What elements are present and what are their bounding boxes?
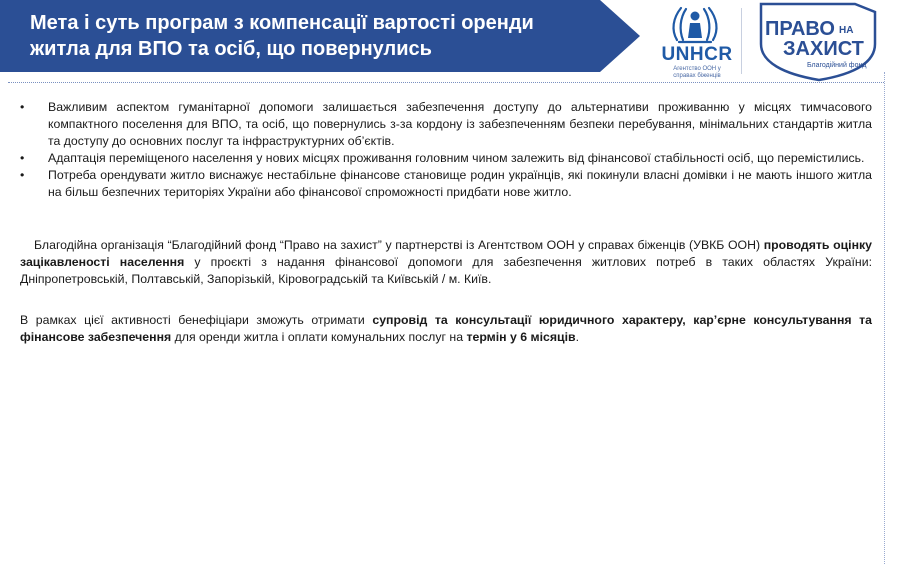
list-item: • Адаптація переміщеного населення у нових місцях проживання головним чином залежить від фінансової стабільності осіб, що перемістились. [20,150,872,167]
paragraph-text: В рамках цієї активності бенефіціари зможуть отримати [20,313,373,327]
list-item: • Потреба орендувати житло виснажує нестабільне фінансове становище родин українців, які покинули власні домівки і не мають іншого житла на більш безпечних територіях України або фінансової спроможності придбати нове житло. [20,167,872,201]
paragraph-bold: термін у 6 місяців [466,330,576,344]
pravo-na-zakhyst-logo [755,0,885,82]
benefits-paragraph [20,312,872,346]
bullet-list [20,99,872,201]
logo-divider [741,8,742,74]
unhcr-hands-icon [653,0,737,46]
paragraph-bold: супровід та консультації юридичного характеру, кар’єрне консультування та фінансове забезпечення [20,313,872,344]
paragraph-text: . [575,330,580,344]
paragraph-text: для оренди житла і оплати комунальних послуг на [171,330,467,344]
unhcr-name: UNHCR [661,44,733,65]
unhcr-logo [653,0,737,90]
right-border [884,72,885,564]
paragraph-text: у проєкті з надання фінансової допомоги для забезпечення житлових потреб в таких областях України: Дніпропетровській, Полтавській, Запорізькій, Кіровоградській та Київській / м. Київ. [20,255,873,286]
content-body [20,99,872,346]
pravo-line1: ПРАВО [765,18,835,40]
list-item: • Важливим аспектом гуманітарної допомоги залишається забезпечення доступу до альтернативи проживанню у місцях тимчасового компактного поселення для ВПО, та осіб, що повернулись з-за кордону із забезпеченням безпеки перебування, мінімальних стандартів житла та доступу до основних послуг та інфраструктурних об’єктів. [20,99,872,150]
pravo-na: НА [839,25,854,36]
unhcr-subtitle: Агентство ООН у справах біженців [673,66,721,79]
pravo-line2: ЗАХИСТ [783,38,864,60]
paragraph-bold: проводять оцінку зацікавленості населення [20,238,872,269]
page-title: Мета і суть програм з компенсації вартості оренди житла для ВПО та осіб, що повернулись [30,12,534,60]
pravo-subtitle: Благодійний фонд [807,62,867,69]
partnership-paragraph [20,237,872,288]
header-divider [8,82,884,83]
paragraph-text: Благодійна організація “Благодійний фонд “Право на захист” у партнерстві із Агентством ООН у справах біженців (УВКБ ООН) [34,238,764,252]
